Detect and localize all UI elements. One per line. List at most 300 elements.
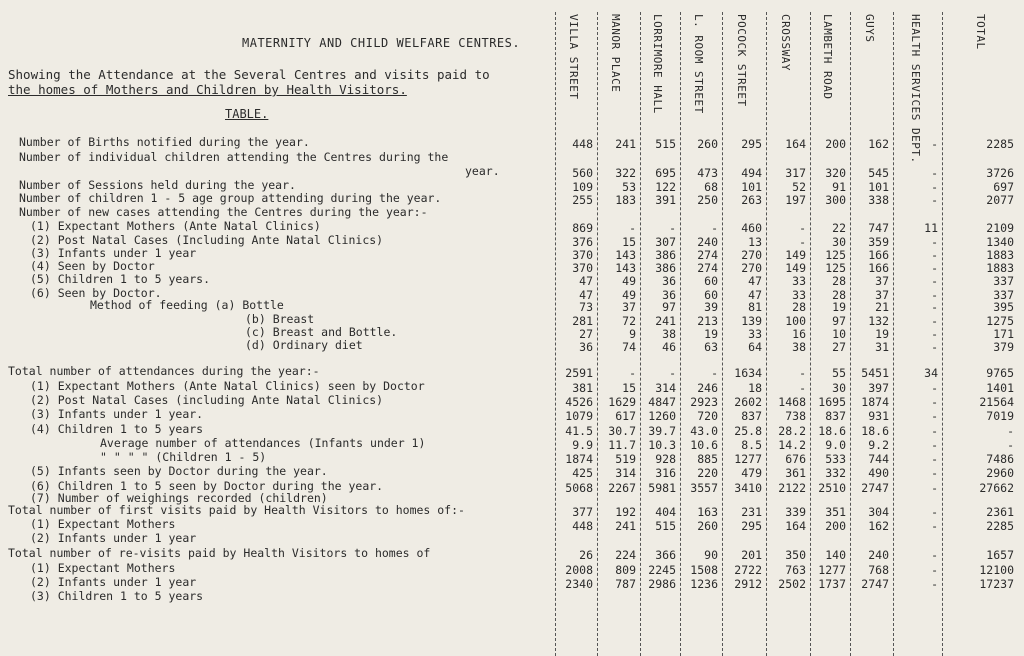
row-label: (2) Infants under 1 year (30, 531, 197, 545)
column-header-l-room-street: L. ROOM STREET (692, 14, 705, 114)
table-cell: 494 (741, 166, 762, 180)
table-cell: 1508 (690, 563, 718, 577)
table-cell: 241 (655, 314, 676, 328)
table-cell: 28 (832, 288, 846, 302)
table-cell: 49 (622, 274, 636, 288)
table-cell: 68 (704, 180, 718, 194)
table-cell: 37 (622, 300, 636, 314)
table-cell: 281 (572, 314, 593, 328)
table-cell: - (931, 314, 938, 328)
subtitle-line-1: Showing the Attendance at the Several Centres and visits paid to (8, 67, 490, 82)
table-cell: 162 (868, 519, 889, 533)
table-cell: 1401 (986, 381, 1014, 395)
table-cell: 11.7 (608, 438, 636, 452)
table-cell: 30.7 (608, 424, 636, 438)
table-cell: 241 (615, 519, 636, 533)
table-cell: 837 (825, 409, 846, 423)
table-cell: - (931, 563, 938, 577)
table-cell: 314 (655, 381, 676, 395)
table-cell: 1634 (734, 366, 762, 380)
table-cell: 171 (993, 327, 1014, 341)
row-label: (b) Breast (245, 312, 315, 326)
row-label: Total number of re-visits paid by Health Visitors to homes of (8, 546, 431, 560)
table-cell: 391 (655, 193, 676, 207)
table-cell: 2591 (565, 366, 593, 380)
table-cell: 166 (868, 261, 889, 275)
table-cell: 397 (868, 381, 889, 395)
table-cell: 97 (662, 300, 676, 314)
row-label: (6) Children 1 to 5 seen by Doctor during the year. (30, 479, 384, 493)
table-cell: 47 (579, 274, 593, 288)
table-cell: 366 (655, 548, 676, 562)
table-cell: 9.2 (868, 438, 889, 452)
table-cell: 560 (572, 166, 593, 180)
table-cell: 270 (741, 248, 762, 262)
table-cell: 617 (615, 409, 636, 423)
table-cell: 240 (868, 548, 889, 562)
table-cell: - (931, 235, 938, 249)
table-cell: 240 (697, 235, 718, 249)
row-label: Number of children 1 - 5 age group attending during the year. (19, 191, 442, 205)
row-label: (1) Expectant Mothers (Ante Natal Clinics) (30, 219, 321, 233)
table-cell: 697 (993, 180, 1014, 194)
table-cell: 34 (924, 366, 938, 380)
table-cell: 386 (655, 261, 676, 275)
table-cell: - (669, 221, 676, 235)
table-cell: 9 (629, 327, 636, 341)
table-cell: 4526 (565, 395, 593, 409)
table-cell: 1275 (986, 314, 1014, 328)
table-cell: 744 (868, 452, 889, 466)
row-label: Total number of attendances during the year:- (8, 364, 320, 378)
table-cell: 16 (792, 327, 806, 341)
table-cell: 5981 (648, 481, 676, 495)
table-cell: 143 (615, 248, 636, 262)
table-cell: - (799, 366, 806, 380)
table-cell: 27 (832, 340, 846, 354)
row-label: (3) Infants under 1 year. (30, 407, 204, 421)
table-cell: 3726 (986, 166, 1014, 180)
table-cell: 12100 (979, 563, 1014, 577)
table-cell: - (931, 248, 938, 262)
table-cell: 164 (785, 519, 806, 533)
table-cell: 46 (662, 340, 676, 354)
table-cell: 10.3 (648, 438, 676, 452)
column-divider (640, 12, 641, 656)
table-cell: 370 (572, 248, 593, 262)
table-cell: - (931, 340, 938, 354)
row-label: (3) Children 1 to 5 years (30, 589, 204, 603)
table-cell: - (931, 481, 938, 495)
table-cell: 109 (572, 180, 593, 194)
table-cell: - (931, 395, 938, 409)
table-cell: 47 (748, 288, 762, 302)
table-cell: 43.0 (690, 424, 718, 438)
table-cell: 314 (615, 466, 636, 480)
table-cell: 220 (697, 466, 718, 480)
table-cell: 676 (785, 452, 806, 466)
table-cell: 747 (868, 221, 889, 235)
column-header-crossway: CROSSWAY (779, 14, 792, 71)
table-cell: 274 (697, 261, 718, 275)
row-label: Method of feeding (a) Bottle (90, 298, 284, 312)
table-cell: 2602 (734, 395, 762, 409)
table-cell: 5451 (861, 366, 889, 380)
table-cell: 231 (741, 505, 762, 519)
table-cell: 1629 (608, 395, 636, 409)
table-cell: 337 (993, 288, 1014, 302)
row-label: " " " " (Children 1 - 5) (100, 450, 267, 464)
table-cell: 197 (785, 193, 806, 207)
table-cell: 545 (868, 166, 889, 180)
table-cell: 28.2 (778, 424, 806, 438)
table-cell: 37 (875, 274, 889, 288)
table-cell: 361 (785, 466, 806, 480)
table-cell: 200 (825, 519, 846, 533)
table-cell: 38 (662, 327, 676, 341)
table-cell: - (1007, 438, 1014, 452)
table-cell: 2285 (986, 519, 1014, 533)
table-cell: - (931, 193, 938, 207)
row-label: Number of Births notified during the year. (19, 135, 310, 149)
table-cell: 370 (572, 261, 593, 275)
table-cell: 2747 (861, 481, 889, 495)
table-cell: - (931, 424, 938, 438)
column-header-pocock-street: POCOCK STREET (735, 14, 748, 107)
table-cell: 10 (832, 327, 846, 341)
table-cell: - (931, 438, 938, 452)
table-cell: 27662 (979, 481, 1014, 495)
table-cell: 519 (615, 452, 636, 466)
row-label: (5) Children 1 to 5 years. (30, 272, 211, 286)
table-cell: 320 (825, 166, 846, 180)
table-cell: 316 (655, 466, 676, 480)
table-cell: 21564 (979, 395, 1014, 409)
table-cell: 2245 (648, 563, 676, 577)
table-cell: 351 (825, 505, 846, 519)
table-cell: 2912 (734, 577, 762, 591)
document-title: MATERNITY AND CHILD WELFARE CENTRES. (242, 36, 521, 50)
table-cell: 132 (868, 314, 889, 328)
column-divider (597, 12, 598, 656)
table-label: TABLE. (225, 107, 269, 121)
table-cell: - (931, 180, 938, 194)
table-cell: 166 (868, 248, 889, 262)
table-cell: 7019 (986, 409, 1014, 423)
table-cell: 250 (697, 193, 718, 207)
table-cell: 763 (785, 563, 806, 577)
table-cell: 63 (704, 340, 718, 354)
table-cell: 885 (697, 452, 718, 466)
table-cell: 379 (993, 340, 1014, 354)
table-cell: 201 (741, 548, 762, 562)
table-cell: 307 (655, 235, 676, 249)
table-cell: 1277 (734, 452, 762, 466)
table-cell: 2340 (565, 577, 593, 591)
table-cell: 2008 (565, 563, 593, 577)
table-cell: - (799, 235, 806, 249)
table-cell: 1236 (690, 577, 718, 591)
table-cell: 246 (697, 381, 718, 395)
table-cell: 162 (868, 137, 889, 151)
column-divider (893, 12, 894, 656)
table-cell: 52 (792, 180, 806, 194)
table-cell: - (931, 519, 938, 533)
table-cell: 2077 (986, 193, 1014, 207)
table-cell: 304 (868, 505, 889, 519)
table-cell: - (931, 466, 938, 480)
table-cell: 183 (615, 193, 636, 207)
table-cell: - (931, 577, 938, 591)
table-cell: 479 (741, 466, 762, 480)
table-cell: 515 (655, 519, 676, 533)
table-cell: 139 (741, 314, 762, 328)
table-cell: 2502 (778, 577, 806, 591)
table-cell: 36 (579, 340, 593, 354)
table-cell: 21 (875, 300, 889, 314)
table-cell: - (799, 381, 806, 395)
table-cell: 17237 (979, 577, 1014, 591)
table-cell: - (931, 381, 938, 395)
table-cell: - (931, 409, 938, 423)
table-cell: 9765 (986, 366, 1014, 380)
table-cell: 377 (572, 505, 593, 519)
table-cell: - (629, 366, 636, 380)
table-cell: 2960 (986, 466, 1014, 480)
table-cell: - (669, 366, 676, 380)
table-cell: 2747 (861, 577, 889, 591)
table-cell: 1883 (986, 248, 1014, 262)
table-cell: 37 (875, 288, 889, 302)
table-cell: 376 (572, 235, 593, 249)
table-cell: 15 (622, 235, 636, 249)
table-cell: 15 (622, 381, 636, 395)
table-cell: - (931, 452, 938, 466)
table-cell: - (931, 505, 938, 519)
table-cell: 149 (785, 248, 806, 262)
table-cell: 295 (741, 137, 762, 151)
row-label: Number of individual children attending the Centres during the (19, 150, 449, 164)
table-cell: 125 (825, 248, 846, 262)
table-cell: 33 (792, 274, 806, 288)
row-label: (1) Expectant Mothers (30, 561, 176, 575)
table-cell: 338 (868, 193, 889, 207)
table-cell: 1079 (565, 409, 593, 423)
table-cell: 27 (579, 327, 593, 341)
table-cell: 359 (868, 235, 889, 249)
column-divider (722, 12, 723, 656)
table-cell: 122 (655, 180, 676, 194)
table-cell: - (1007, 424, 1014, 438)
table-cell: 350 (785, 548, 806, 562)
table-cell: 163 (697, 505, 718, 519)
table-cell: 2285 (986, 137, 1014, 151)
table-cell: 224 (615, 548, 636, 562)
table-cell: 14.2 (778, 438, 806, 452)
table-cell: 2986 (648, 577, 676, 591)
table-cell: 31 (875, 340, 889, 354)
table-cell: 101 (868, 180, 889, 194)
column-header-health-services-dept: HEALTH SERVICES DEPT. (909, 14, 922, 164)
table-cell: 809 (615, 563, 636, 577)
table-cell: - (931, 274, 938, 288)
table-cell: 60 (704, 274, 718, 288)
table-cell: 720 (697, 409, 718, 423)
table-cell: 263 (741, 193, 762, 207)
table-cell: - (931, 261, 938, 275)
table-cell: 10.6 (690, 438, 718, 452)
table-cell: 19 (875, 327, 889, 341)
table-cell: 490 (868, 466, 889, 480)
table-cell: 1737 (818, 577, 846, 591)
table-cell: 149 (785, 261, 806, 275)
table-cell: 36 (662, 274, 676, 288)
table-cell: 515 (655, 137, 676, 151)
table-cell: 200 (825, 137, 846, 151)
table-cell: 337 (993, 274, 1014, 288)
row-label: (3) Infants under 1 year (30, 246, 197, 260)
table-cell: 192 (615, 505, 636, 519)
table-cell: 386 (655, 248, 676, 262)
subtitle-line-2: the homes of Mothers and Children by Health Visitors. (8, 82, 407, 97)
table-cell: 11 (924, 221, 938, 235)
table-cell: 22 (832, 221, 846, 235)
table-cell: - (931, 327, 938, 341)
row-label: (c) Breast and Bottle. (245, 325, 398, 339)
table-cell: 125 (825, 261, 846, 275)
row-label: (6) Seen by Doctor. (30, 286, 162, 300)
table-cell: 30 (832, 235, 846, 249)
table-cell: 100 (785, 314, 806, 328)
row-label: year. (465, 164, 500, 178)
table-cell: 869 (572, 221, 593, 235)
table-cell: 9.9 (572, 438, 593, 452)
table-cell: 13 (748, 235, 762, 249)
table-cell: 1874 (565, 452, 593, 466)
table-cell: 73 (579, 300, 593, 314)
table-cell: 18.6 (861, 424, 889, 438)
table-cell: 837 (741, 409, 762, 423)
column-divider (942, 12, 943, 656)
table-cell: 241 (615, 137, 636, 151)
column-divider (766, 12, 767, 656)
table-cell: 39.7 (648, 424, 676, 438)
table-cell: 28 (832, 274, 846, 288)
table-cell: 164 (785, 137, 806, 151)
column-header-villa-street: VILLA STREET (567, 14, 580, 100)
table-cell: 274 (697, 248, 718, 262)
table-cell: 300 (825, 193, 846, 207)
table-cell: 2510 (818, 481, 846, 495)
table-cell: 72 (622, 314, 636, 328)
row-label: (5) Infants seen by Doctor during the year. (30, 464, 328, 478)
table-cell: 36 (662, 288, 676, 302)
table-cell: 339 (785, 505, 806, 519)
table-cell: 2267 (608, 481, 636, 495)
table-cell: 295 (741, 519, 762, 533)
table-cell: 47 (748, 274, 762, 288)
table-cell: 1695 (818, 395, 846, 409)
table-cell: - (931, 288, 938, 302)
table-cell: 53 (622, 180, 636, 194)
table-cell: 4847 (648, 395, 676, 409)
table-cell: 425 (572, 466, 593, 480)
table-cell: 101 (741, 180, 762, 194)
table-cell: 2361 (986, 505, 1014, 519)
table-cell: 7486 (986, 452, 1014, 466)
table-cell: 41.5 (565, 424, 593, 438)
table-cell: - (711, 221, 718, 235)
table-cell: 97 (832, 314, 846, 328)
table-cell: - (711, 366, 718, 380)
table-cell: 260 (697, 137, 718, 151)
table-cell: 2722 (734, 563, 762, 577)
table-cell: - (799, 221, 806, 235)
column-header-guys: GUYS (863, 14, 876, 43)
table-cell: 143 (615, 261, 636, 275)
table-cell: 255 (572, 193, 593, 207)
table-cell: 317 (785, 166, 806, 180)
table-cell: 47 (579, 288, 593, 302)
table-cell: 64 (748, 340, 762, 354)
table-cell: - (931, 137, 938, 151)
table-cell: 26 (579, 548, 593, 562)
table-cell: 931 (868, 409, 889, 423)
table-cell: 30 (832, 381, 846, 395)
row-label: (4) Children 1 to 5 years (30, 422, 204, 436)
table-cell: 39 (704, 300, 718, 314)
table-cell: 18.6 (818, 424, 846, 438)
row-label: (1) Expectant Mothers (Ante Natal Clinics) seen by Doctor (30, 379, 425, 393)
table-cell: 55 (832, 366, 846, 380)
row-label: Number of new cases attending the Centres during the year:- (19, 205, 428, 219)
table-cell: 738 (785, 409, 806, 423)
table-cell: 2109 (986, 221, 1014, 235)
table-cell: 473 (697, 166, 718, 180)
column-header-manor-place: MANOR PLACE (609, 14, 622, 93)
table-cell: 18 (748, 381, 762, 395)
row-label: Total number of first visits paid by Health Visitors to homes of:- (8, 503, 465, 517)
table-cell: 1874 (861, 395, 889, 409)
table-cell: 81 (748, 300, 762, 314)
table-cell: 213 (697, 314, 718, 328)
row-label: (4) Seen by Doctor (30, 259, 155, 273)
table-cell: 448 (572, 137, 593, 151)
table-cell: 2122 (778, 481, 806, 495)
row-label: (2) Post Natal Cases (Including Ante Natal Clinics) (30, 233, 384, 247)
table-cell: - (931, 300, 938, 314)
table-cell: 928 (655, 452, 676, 466)
column-divider (850, 12, 851, 656)
table-cell: 533 (825, 452, 846, 466)
table-cell: 1340 (986, 235, 1014, 249)
table-cell: 460 (741, 221, 762, 235)
row-label: (d) Ordinary diet (245, 338, 363, 352)
table-cell: 270 (741, 261, 762, 275)
table-cell: 33 (748, 327, 762, 341)
table-cell: - (931, 548, 938, 562)
table-cell: 695 (655, 166, 676, 180)
table-cell: 1883 (986, 261, 1014, 275)
table-cell: 19 (832, 300, 846, 314)
table-cell: 381 (572, 381, 593, 395)
row-label: Average number of attendances (Infants under 1) (100, 436, 426, 450)
column-header-lorrimore-hall: LORRIMORE HALL (651, 14, 664, 114)
table-cell: 332 (825, 466, 846, 480)
column-divider (810, 12, 811, 656)
table-cell: 49 (622, 288, 636, 302)
table-cell: 9.0 (825, 438, 846, 452)
